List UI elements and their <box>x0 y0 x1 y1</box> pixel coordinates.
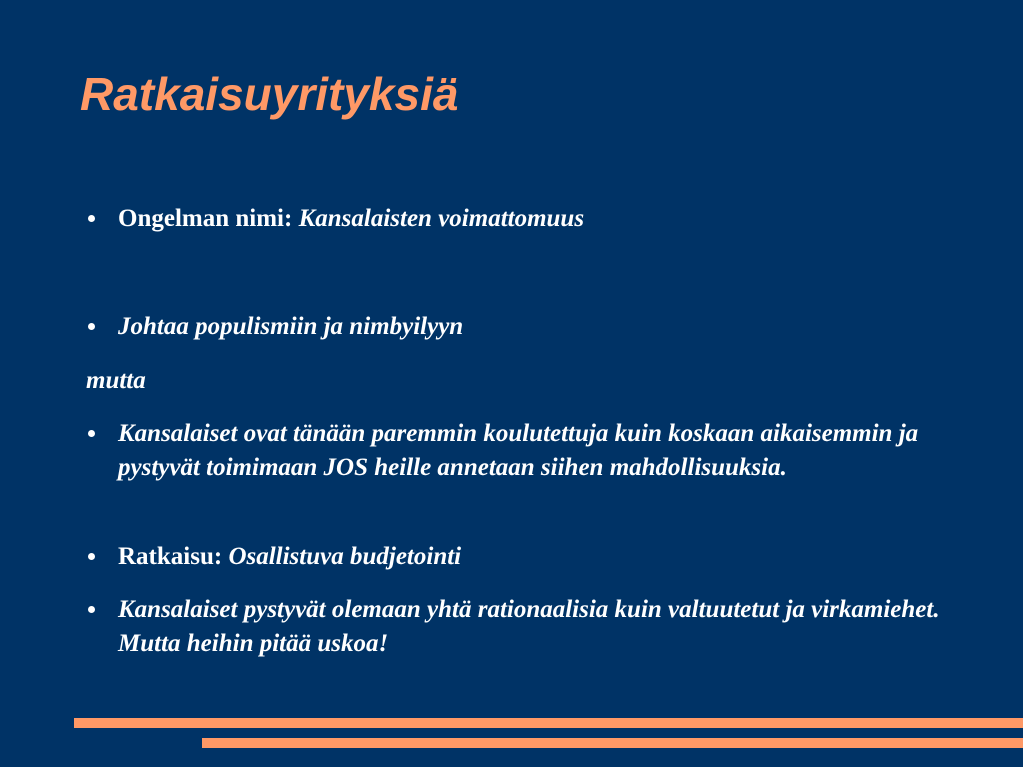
bullet-dot-icon <box>88 553 95 560</box>
bullet-label: Ongelman nimi: <box>118 205 293 232</box>
bullet-dot-icon <box>88 215 95 222</box>
bullet-value: Johtaa populismiin ja nimbyilyyn <box>118 313 464 340</box>
bullet-value: Kansalaiset pystyvät olemaan yhtä rationaalisia kuin valtuutetut ja virkamiehet. Mutta heihin pitää uskoa! <box>118 596 940 657</box>
decorative-stripe-top <box>74 718 1023 728</box>
bullet-value: Osallistuva budjetointi <box>228 543 462 570</box>
bullet-dot-icon <box>88 323 95 330</box>
bullet-value: Kansalaiset ovat tänään paremmin koulutettuja kuin koskaan aikaisemmin ja pystyvät toimimaan JOS heille annetaan siihen mahdollisuuksia. <box>118 420 919 481</box>
bullet-text <box>118 540 948 574</box>
bullet-dot-icon <box>88 606 95 613</box>
bullet-text <box>118 417 948 485</box>
bullet-text <box>118 310 948 344</box>
slide-title: Ratkaisuyrityksiä <box>80 68 459 120</box>
bullet-value: Kansalaisten voimattomuus <box>298 205 585 232</box>
bullet-dot-icon <box>88 430 95 437</box>
bullet-label: Ratkaisu: <box>118 543 223 570</box>
interjection-text: mutta <box>86 367 146 394</box>
bullet-text <box>118 202 948 236</box>
decorative-stripe-bottom <box>202 738 1023 748</box>
bullet-text <box>118 593 948 661</box>
